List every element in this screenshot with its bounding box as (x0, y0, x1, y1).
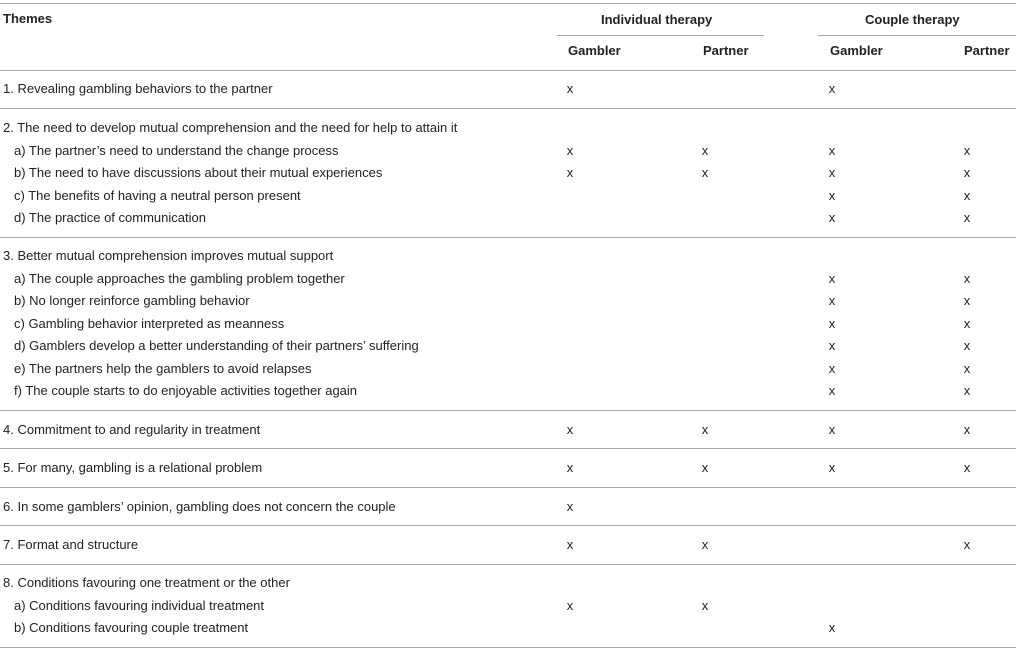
couple-gambler-mark: x (828, 165, 836, 180)
couple-gambler-mark: x (828, 293, 836, 308)
theme-label: d) The practice of communication (14, 210, 206, 225)
bottom-rule (0, 647, 1016, 648)
individual-partner-mark: x (701, 165, 709, 180)
individual-partner-mark: x (701, 537, 709, 552)
individual-partner-mark: x (701, 422, 709, 437)
theme-label: 3. Better mutual comprehension improves mutual support (3, 248, 334, 263)
individual-partner-mark: x (701, 143, 709, 158)
row-divider (0, 108, 1016, 109)
couple-partner-mark: x (963, 361, 971, 376)
couple-partner-mark: x (963, 460, 971, 475)
row-divider (0, 487, 1016, 488)
theme-label: b) Conditions favouring couple treatment (14, 620, 249, 635)
individual-gambler-mark: x (566, 460, 574, 475)
couple-partner-mark: x (963, 143, 971, 158)
couple-partner-header: Partner (964, 43, 1010, 58)
themes-header: Themes (3, 11, 53, 26)
theme-label: 1. Revealing gambling behaviors to the partner (3, 81, 273, 96)
couple-partner-mark: x (963, 165, 971, 180)
theme-label: 8. Conditions favouring one treatment or the other (3, 575, 290, 590)
couple-gambler-mark: x (828, 383, 836, 398)
couple-partner-mark: x (963, 188, 971, 203)
couple-partner-mark: x (963, 383, 971, 398)
couple-gambler-mark: x (828, 338, 836, 353)
individual-therapy-header: Individual therapy (601, 12, 713, 27)
header-bottom-rule (0, 70, 1016, 71)
row-divider (0, 237, 1016, 238)
couple-partner-mark: x (963, 338, 971, 353)
couple-partner-mark: x (963, 293, 971, 308)
individual-gambler-mark: x (566, 422, 574, 437)
couple-gambler-mark: x (828, 460, 836, 475)
theme-label: 7. Format and structure (3, 537, 139, 552)
theme-label: c) Gambling behavior interpreted as meanness (14, 316, 285, 331)
couple-gambler-mark: x (828, 81, 836, 96)
theme-label: 5. For many, gambling is a relational problem (3, 460, 263, 475)
couple-gambler-mark: x (828, 271, 836, 286)
couple-gambler-mark: x (828, 361, 836, 376)
couple-partner-mark: x (963, 316, 971, 331)
individual-gambler-mark: x (566, 143, 574, 158)
couple-gambler-mark: x (828, 316, 836, 331)
theme-label: f) The couple starts to do enjoyable activities together again (14, 383, 358, 398)
theme-label: e) The partners help the gamblers to avoid relapses (14, 361, 312, 376)
couple-partner-mark: x (963, 271, 971, 286)
individual-gambler-mark: x (566, 499, 574, 514)
theme-label: a) Conditions favouring individual treatment (14, 598, 265, 613)
couple-gambler-mark: x (828, 422, 836, 437)
individual-gambler-mark: x (566, 81, 574, 96)
row-divider (0, 525, 1016, 526)
individual-gambler-mark: x (566, 165, 574, 180)
individual-partner-header: Partner (703, 43, 749, 58)
individual-partner-mark: x (701, 598, 709, 613)
couple-gambler-header: Gambler (830, 43, 883, 58)
couple-gambler-mark: x (828, 143, 836, 158)
row-divider (0, 448, 1016, 449)
top-rule (0, 3, 1016, 4)
theme-label: a) The couple approaches the gambling problem together (14, 271, 345, 286)
row-divider (0, 410, 1016, 411)
couple-therapy-rule (818, 35, 1016, 36)
couple-partner-mark: x (963, 210, 971, 225)
theme-label: a) The partner’s need to understand the change process (14, 143, 339, 158)
couple-therapy-header: Couple therapy (865, 12, 960, 27)
couple-partner-mark: x (963, 422, 971, 437)
individual-partner-mark: x (701, 460, 709, 475)
theme-label: 4. Commitment to and regularity in treatment (3, 422, 261, 437)
individual-gambler-header: Gambler (568, 43, 621, 58)
couple-gambler-mark: x (828, 620, 836, 635)
couple-partner-mark: x (963, 537, 971, 552)
theme-label: d) Gamblers develop a better understanding of their partners’ suffering (14, 338, 419, 353)
individual-therapy-rule (557, 35, 764, 36)
couple-gambler-mark: x (828, 210, 836, 225)
individual-gambler-mark: x (566, 537, 574, 552)
theme-label: 6. In some gamblers’ opinion, gambling does not concern the couple (3, 499, 396, 514)
theme-label: b) No longer reinforce gambling behavior (14, 293, 250, 308)
individual-gambler-mark: x (566, 598, 574, 613)
theme-label: b) The need to have discussions about their mutual experiences (14, 165, 383, 180)
couple-gambler-mark: x (828, 188, 836, 203)
theme-label: 2. The need to develop mutual comprehension and the need for help to attain it (3, 120, 458, 135)
row-divider (0, 564, 1016, 565)
theme-label: c) The benefits of having a neutral person present (14, 188, 301, 203)
